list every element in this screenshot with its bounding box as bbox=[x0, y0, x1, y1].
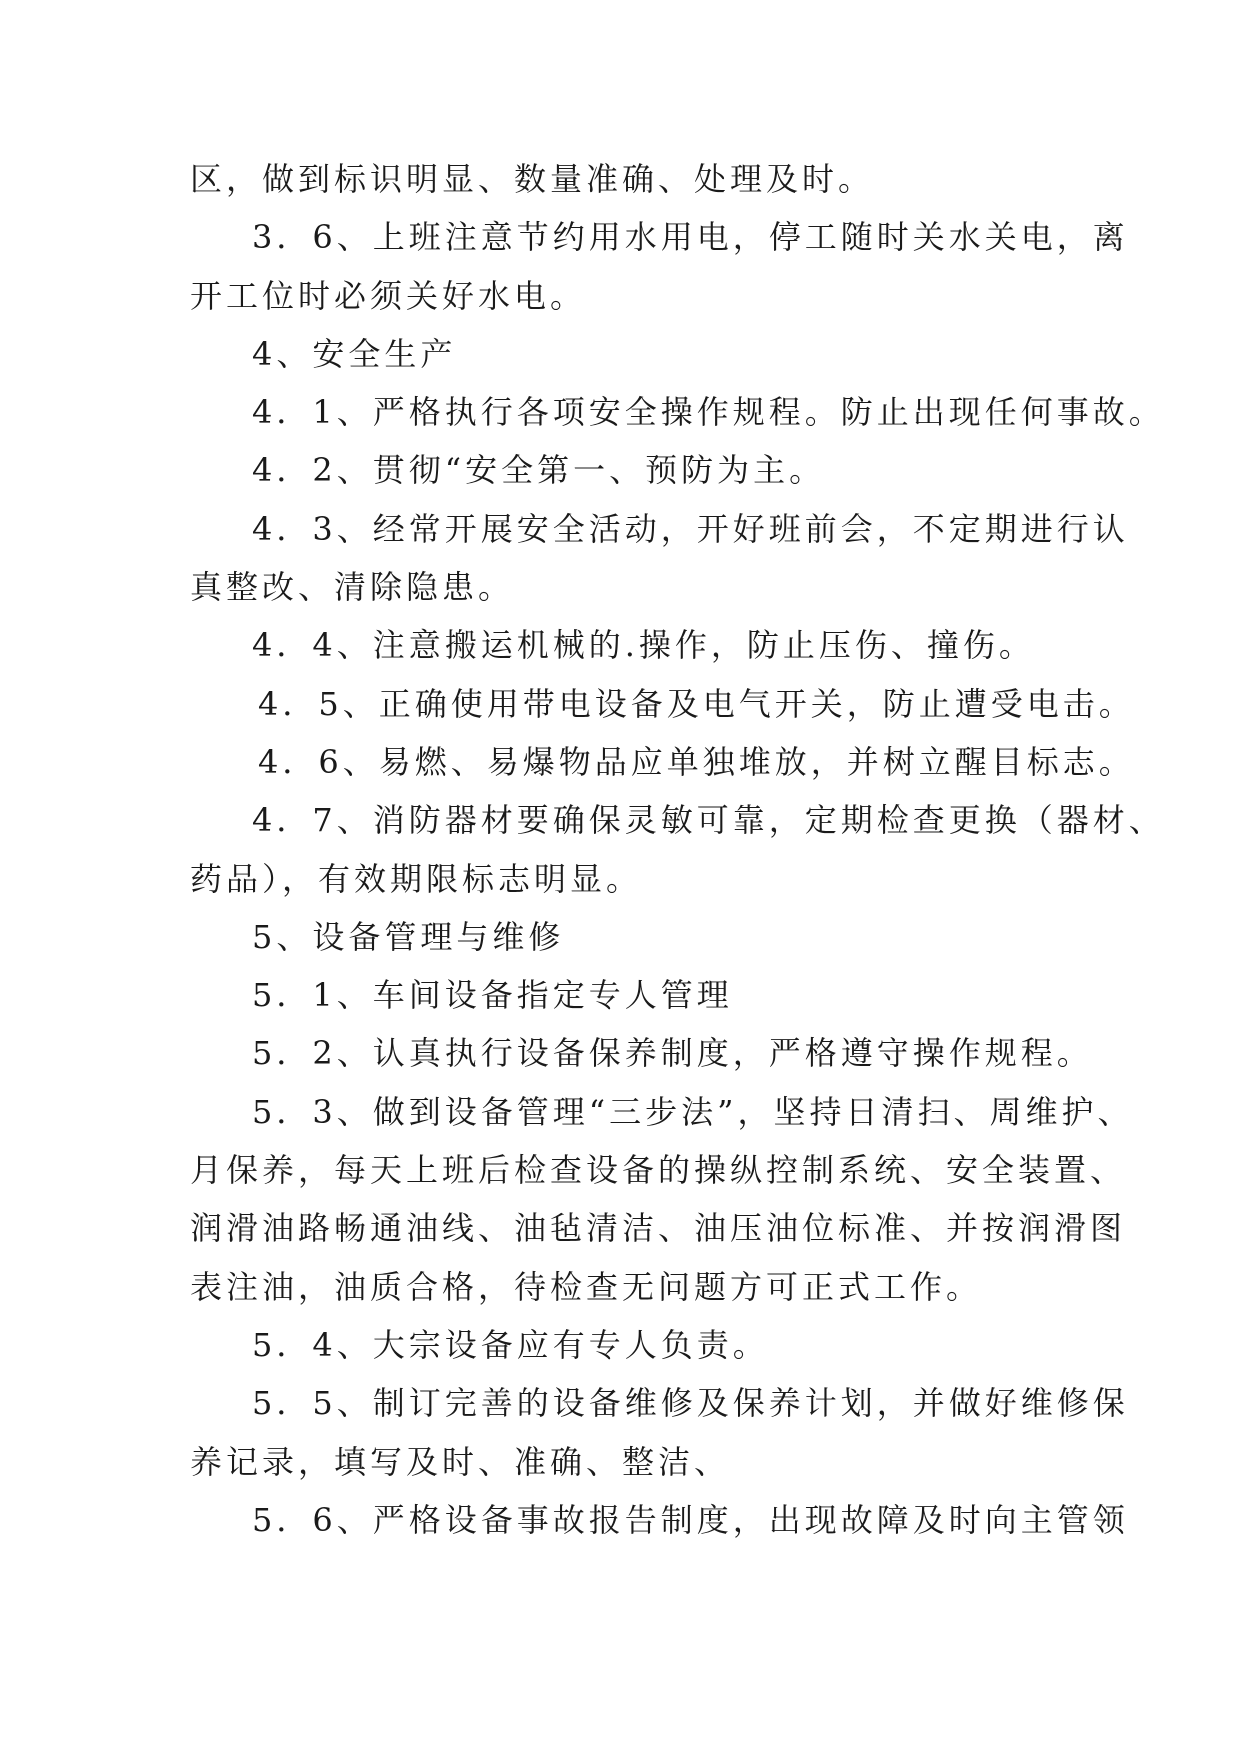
section-heading: 5、设备管理与维修 bbox=[252, 917, 565, 956]
paragraph-line: 4．1、严格执行各项安全操作规程。防止出现任何事故。 bbox=[252, 393, 1165, 432]
paragraph-line: 5．6、严格设备事故报告制度，出现故障及时向主管领 bbox=[252, 1500, 1129, 1539]
paragraph-line: 3．6、上班注意节约用水用电，停工随时关水关电，离 bbox=[252, 218, 1129, 257]
paragraph-line: 4．6、易燃、易爆物品应单独堆放，并树立醒目标志。 bbox=[258, 742, 1135, 781]
paragraph-line: 4．3、经常开展安全活动，开好班前会，不定期进行认 bbox=[252, 509, 1129, 548]
paragraph-line: 月保养，每天上班后检查设备的操纵控制系统、安全装置、 bbox=[190, 1151, 1127, 1190]
paragraph-line: 药品），有效期限标志明显。 bbox=[190, 859, 643, 898]
paragraph-line: 5．3、做到设备管理“三步法”，坚持日清扫、周维护、 bbox=[252, 1092, 1134, 1131]
paragraph-line: 5．5、制订完善的设备维修及保养计划，并做好维修保 bbox=[252, 1384, 1129, 1423]
paragraph-line: 润滑油路畅通油线、油毡清洁、油压油位标准、并按润滑图 bbox=[190, 1209, 1127, 1248]
paragraph-line: 区，做到标识明显、数量准确、处理及时。 bbox=[190, 160, 875, 198]
paragraph-line: 5．1、车间设备指定专人管理 bbox=[252, 976, 733, 1015]
paragraph-line: 养记录，填写及时、准确、整洁、 bbox=[190, 1442, 731, 1481]
paragraph-line: 5．2、认真执行设备保养制度，严格遵守操作规程。 bbox=[252, 1034, 1093, 1073]
paragraph-line: 5．4、大宗设备应有专人负责。 bbox=[252, 1325, 769, 1364]
paragraph-line: 4．5、正确使用带电设备及电气开关，防止遭受电击。 bbox=[258, 684, 1135, 723]
document-body bbox=[190, 150, 1165, 1549]
paragraph-line: 真整改、清除隐患。 bbox=[190, 568, 515, 607]
paragraph-line: 4．2、贯彻“安全第一、预防为主。 bbox=[252, 451, 826, 490]
section-heading: 4、安全生产 bbox=[252, 334, 457, 373]
paragraph-line: 表注油，油质合格，待检查无问题方可正式工作。 bbox=[190, 1267, 983, 1306]
paragraph-line: 4．7、消防器材要确保灵敏可靠，定期检查更换（器材、 bbox=[252, 801, 1165, 840]
paragraph-line: 4．4、注意搬运机械的.操作，防止压伤、撞伤。 bbox=[252, 626, 1035, 665]
paragraph-line: 开工位时必须关好水电。 bbox=[190, 276, 587, 315]
